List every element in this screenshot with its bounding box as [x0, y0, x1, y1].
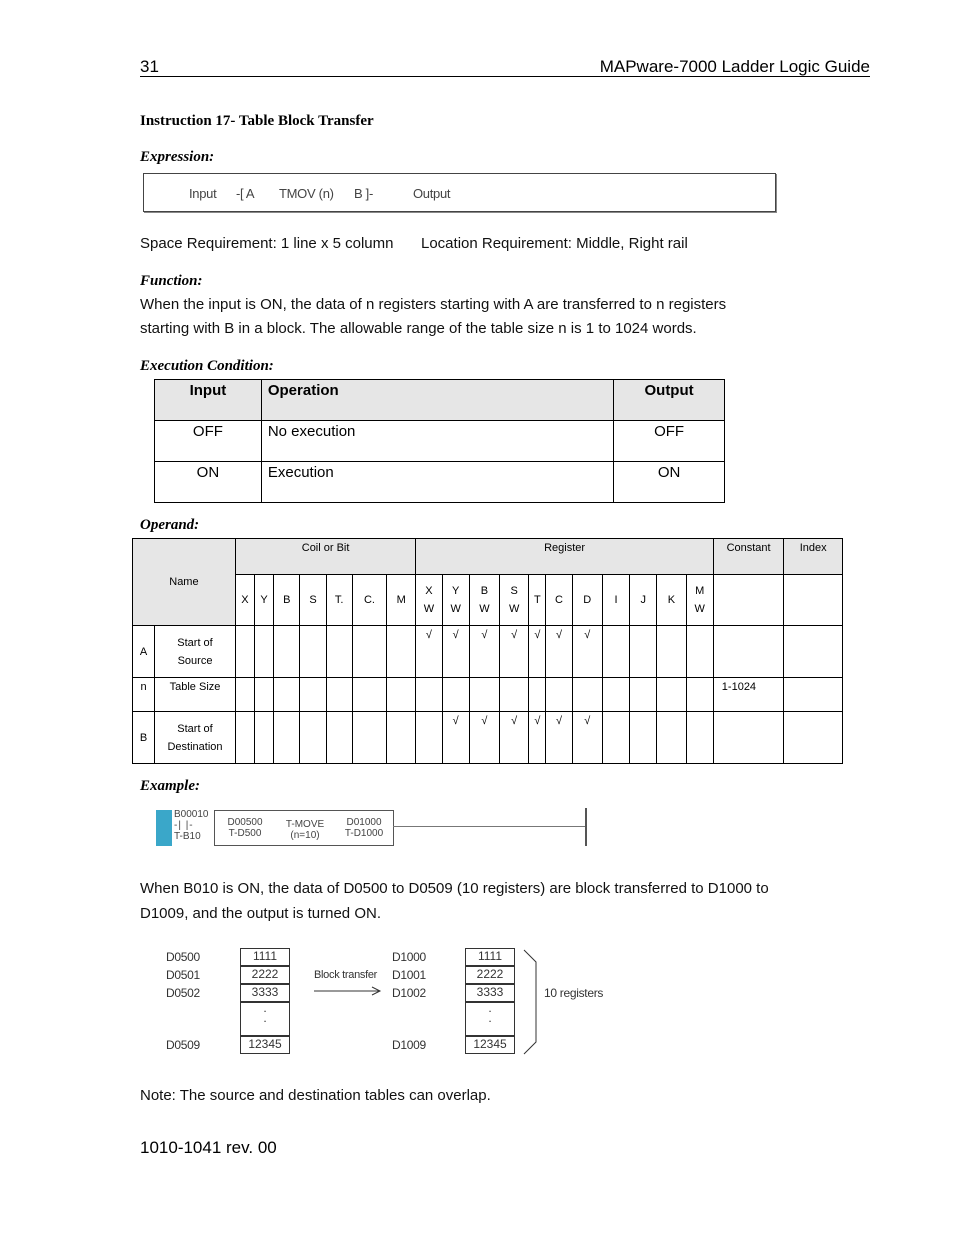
operand-name	[155, 626, 236, 678]
expression-op: TMOV (n)	[279, 186, 334, 201]
source-register-cell: 2222	[240, 966, 290, 984]
operand-check: √	[572, 712, 602, 764]
operand-check	[657, 626, 686, 678]
execution-output: ON	[614, 462, 725, 503]
operand-cell	[235, 626, 254, 678]
execution-output: OFF	[614, 421, 725, 462]
page-number: 31	[140, 57, 159, 76]
operand-heading: Operand:	[140, 517, 200, 533]
operand-col: S	[300, 575, 326, 626]
ladder-operand-b-address: D01000	[346, 817, 382, 828]
ladder-instruction-box	[214, 810, 394, 846]
operand-name: Table Size	[155, 678, 236, 712]
dest-register-label: D1001	[392, 968, 426, 982]
operand-col-line1: M	[695, 585, 705, 597]
operand-col: B	[274, 575, 300, 626]
operand-register-group: Register	[416, 539, 713, 575]
operand-col-line2: W	[450, 603, 461, 615]
ladder-operand-b-tag: T-D1000	[344, 828, 384, 839]
operand-check: √	[500, 626, 529, 678]
operand-col-line2: W	[423, 603, 435, 615]
operand-cell	[387, 626, 416, 678]
ladder-contact-tag: T-B10	[174, 831, 201, 842]
ladder-right-rail	[585, 808, 587, 846]
operand-cell	[235, 678, 254, 712]
operand-col: C.	[352, 575, 386, 626]
example-ladder	[156, 806, 596, 848]
operand-col	[469, 575, 499, 626]
operand-check: √	[416, 626, 442, 678]
register-count-label: 10 registers	[544, 986, 604, 1000]
operand-index-group: Index	[784, 539, 843, 575]
operand-cell	[326, 626, 352, 678]
operand-check	[657, 712, 686, 764]
execution-header-input: Input	[155, 380, 262, 421]
operand-cell	[546, 678, 572, 712]
operand-col: X	[235, 575, 254, 626]
operand-cell	[300, 678, 326, 712]
operand-column-row	[133, 575, 843, 626]
operand-cell	[416, 678, 442, 712]
operand-cell	[300, 712, 326, 764]
dest-register-cell: 1111	[465, 948, 515, 966]
dest-register-gap	[465, 1002, 515, 1036]
document-title: MAPware-7000 Ladder Logic Guide	[599, 57, 870, 76]
operand-col-line2: W	[508, 603, 520, 615]
ladder-contact-symbol: -| |-	[174, 820, 194, 831]
expression-diagram	[143, 173, 776, 212]
operand-cell	[352, 712, 386, 764]
operand-col-line1: X	[425, 585, 433, 597]
location-requirement: Location Requirement: Middle, Right rail	[421, 235, 688, 252]
dest-register-label: D1000	[392, 950, 426, 964]
operand-col-empty	[784, 575, 843, 626]
operand-cell	[500, 678, 529, 712]
operand-cell	[784, 626, 843, 678]
operand-cell	[235, 712, 254, 764]
operand-cell	[387, 712, 416, 764]
operand-check: √	[442, 712, 469, 764]
operand-key: B	[133, 712, 155, 764]
operand-col: C	[546, 575, 572, 626]
ladder-operation-param: (n=10)	[290, 830, 320, 841]
execution-input: ON	[155, 462, 262, 503]
operand-col	[500, 575, 529, 626]
operand-constant-group: Constant	[713, 539, 784, 575]
operand-cell	[274, 626, 300, 678]
block-transfer-label: Block transfer	[314, 969, 378, 981]
execution-header-operation: Operation	[261, 380, 613, 421]
dest-dots: .	[488, 1001, 492, 1015]
example-line-2: D1009, and the output is turned ON.	[140, 905, 381, 922]
example-line-1: When B010 is ON, the data of D0500 to D0509 (10 registers) are block transferred to D1000 to	[140, 880, 769, 897]
operand-check	[686, 626, 713, 678]
footer-doc-number: 1010-1041 rev. 00	[140, 1138, 277, 1157]
operand-key: A	[133, 626, 155, 678]
execution-table	[154, 379, 725, 503]
operand-cell	[255, 626, 274, 678]
operand-constant: 1-1024	[713, 678, 784, 712]
operand-cell	[387, 678, 416, 712]
dest-register-cell: 12345	[465, 1036, 515, 1054]
source-register-label: D0501	[166, 968, 200, 982]
operand-cell	[255, 712, 274, 764]
operand-check	[602, 626, 629, 678]
operand-cell	[300, 626, 326, 678]
ladder-operand-a	[225, 817, 265, 839]
operand-cell	[630, 678, 657, 712]
operand-cell	[326, 678, 352, 712]
operand-cell	[326, 712, 352, 764]
operand-cell	[255, 678, 274, 712]
operand-col-line1: B	[480, 585, 489, 597]
operand-cell	[602, 678, 629, 712]
source-dots: .	[263, 1001, 267, 1015]
operand-row	[133, 626, 843, 678]
operand-col: K	[657, 575, 686, 626]
expression-output: Output	[413, 186, 451, 201]
operand-col: M	[387, 575, 416, 626]
operand-col-empty	[713, 575, 784, 626]
function-line-1: When the input is ON, the data of n registers starting with A are transferred to n registers	[140, 296, 727, 313]
operand-col: T.	[326, 575, 352, 626]
operand-col-line1: Y	[452, 585, 460, 597]
source-register-label: D0509	[166, 1038, 200, 1052]
ladder-contact	[174, 809, 214, 842]
execution-operation: No execution	[261, 421, 613, 462]
operand-cell	[657, 678, 686, 712]
execution-header-row	[155, 380, 725, 421]
source-register-gap	[240, 1002, 290, 1036]
source-register-label: D0502	[166, 986, 200, 1000]
execution-row	[155, 421, 725, 462]
operand-check: √	[500, 712, 529, 764]
operand-table	[132, 538, 843, 764]
execution-input: OFF	[155, 421, 262, 462]
header-divider	[140, 76, 870, 77]
space-requirement: Space Requirement: 1 line x 5 column	[140, 235, 394, 252]
operand-cell	[686, 678, 713, 712]
operand-row	[133, 712, 843, 764]
operand-col-line1: S	[510, 585, 518, 597]
source-dots: .	[263, 1011, 267, 1025]
operand-cell	[352, 678, 386, 712]
operand-cell	[352, 626, 386, 678]
operand-check	[416, 712, 442, 764]
ladder-operand-a-tag: T-D500	[228, 828, 262, 839]
example-heading: Example:	[140, 778, 200, 794]
execution-operation: Execution	[261, 462, 613, 503]
operand-col: I	[602, 575, 629, 626]
operand-cell	[469, 678, 499, 712]
source-register-cell: 1111	[240, 948, 290, 966]
operand-name	[155, 712, 236, 764]
operand-check	[630, 626, 657, 678]
operand-cell	[274, 678, 300, 712]
ladder-rung-marker	[156, 810, 172, 846]
dest-register-label: D1009	[392, 1038, 426, 1052]
operand-cell	[442, 678, 469, 712]
operand-name-line2: Source	[177, 654, 213, 667]
operand-col: T	[529, 575, 546, 626]
ladder-operation-name: T-MOVE	[285, 819, 325, 830]
operand-name-line1: Start of	[177, 722, 213, 735]
operand-check: √	[442, 626, 469, 678]
source-register-label: D0500	[166, 950, 200, 964]
operand-col	[416, 575, 442, 626]
operand-col: Y	[255, 575, 274, 626]
source-register-cell: 12345	[240, 1036, 290, 1054]
operand-check	[630, 712, 657, 764]
ladder-operand-b	[341, 817, 387, 839]
operand-row	[133, 678, 843, 712]
operand-check: √	[546, 626, 572, 678]
expression-heading: Expression:	[140, 149, 215, 165]
operand-cell	[572, 678, 602, 712]
function-line-2: starting with B in a block. The allowable range of the table size n is 1 to 1024 words.	[140, 320, 697, 337]
operand-name-line2: Destination	[167, 740, 223, 753]
execution-row	[155, 462, 725, 503]
execution-heading: Execution Condition:	[140, 358, 274, 374]
operand-col	[686, 575, 713, 626]
operand-key: n	[133, 678, 155, 712]
operand-group-row	[133, 539, 843, 575]
operand-check: √	[469, 712, 499, 764]
register-diagram	[160, 944, 620, 1059]
brace-icon	[522, 948, 542, 1056]
execution-header-output: Output	[614, 380, 725, 421]
operand-check: √	[572, 626, 602, 678]
note-text: Note: The source and destination tables can overlap.	[140, 1087, 491, 1104]
operand-constant	[713, 712, 784, 764]
operand-col-line2: W	[694, 603, 705, 615]
operand-name-line1: Start of	[177, 636, 213, 649]
operand-name-header: Name	[133, 539, 236, 626]
operand-check	[602, 712, 629, 764]
ladder-operation	[283, 819, 327, 841]
operand-check: √	[469, 626, 499, 678]
dest-dots: .	[488, 1011, 492, 1025]
dest-register-cell: 3333	[465, 984, 515, 1002]
operand-cell	[784, 712, 843, 764]
operand-cell	[784, 678, 843, 712]
dest-register-cell: 2222	[465, 966, 515, 984]
expression-a: -[ A	[236, 186, 255, 201]
function-heading: Function:	[140, 273, 203, 289]
ladder-operand-a-address: D00500	[227, 817, 263, 828]
operand-check: √	[529, 712, 546, 764]
operand-coil-group: Coil or Bit	[235, 539, 416, 575]
operand-check	[686, 712, 713, 764]
operand-cell	[529, 678, 546, 712]
instruction-title: Instruction 17- Table Block Transfer	[140, 113, 374, 129]
expression-input: Input	[189, 186, 217, 201]
ladder-output-line	[393, 826, 585, 827]
transfer-arrow-icon	[314, 986, 384, 996]
operand-check: √	[529, 626, 546, 678]
operand-col: J	[630, 575, 657, 626]
dest-register-label: D1002	[392, 986, 426, 1000]
operand-col	[442, 575, 469, 626]
expression-b: B ]-	[354, 186, 374, 201]
source-register-cell: 3333	[240, 984, 290, 1002]
operand-col-line2: W	[479, 603, 490, 615]
operand-check: √	[546, 712, 572, 764]
operand-cell	[274, 712, 300, 764]
ladder-contact-address: B00010	[174, 809, 209, 820]
operand-constant	[713, 626, 784, 678]
operand-col: D	[572, 575, 602, 626]
